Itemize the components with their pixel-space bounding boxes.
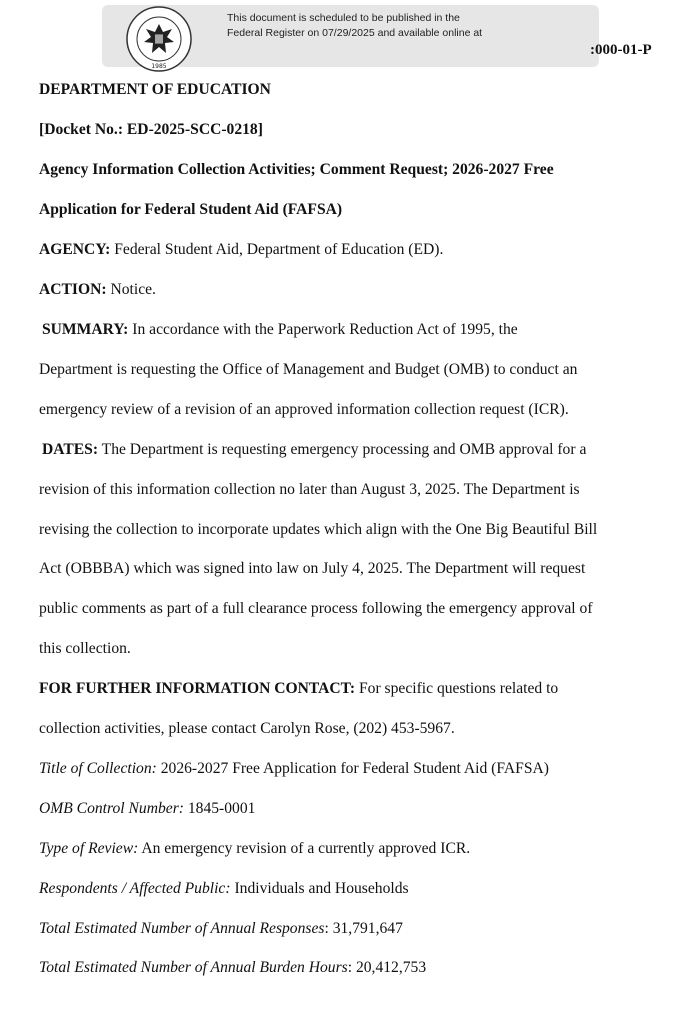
detail-value: : 20,412,753 [347,959,427,976]
contact-section [39,679,558,699]
nara-seal-logo [116,4,202,74]
detail-label: Total Estimated Number of Annual Burden Hours [39,959,348,976]
detail-value: 2026-2027 Free Application for Federal Student Aid (FAFSA) [156,760,549,777]
notice-title-line-1: Agency Information Collection Activities; Comment Request; 2026-2027 Free [39,161,554,178]
fr-doc-code: :000-01-P [590,42,652,58]
contact-label: FOR FURTHER INFORMATION CONTACT: [39,680,356,697]
banner-line-1: This document is scheduled to be published in the [227,12,460,24]
detail-label: Type of Review: [39,840,139,857]
dates-label: DATES: [42,441,99,458]
dates-text-line: The Department is requesting emergency processing and OMB approval for a [98,441,587,458]
dates-text-line: revising the collection to incorporate updates which align with the One Big Beautiful Bill [39,521,598,538]
agency-section [39,240,443,260]
action-label: ACTION: [39,281,107,298]
detail-title-of-collection [39,759,549,779]
detail-respondents [39,879,409,899]
agency-value: Federal Student Aid, Department of Education (ED). [110,241,444,258]
summary-text-line: Department is requesting the Office of Management and Budget (OMB) to conduct an [39,361,578,378]
summary-section [42,320,518,340]
summary-text-line: emergency review of a revision of an approved information collection request (ICR). [39,401,569,418]
notice-title-line-2: Application for Federal Student Aid (FAFSA) [39,201,343,218]
dates-text-line: revision of this information collection no later than August 3, 2025. The Department is [39,481,580,498]
dates-text-line: Act (OBBBA) which was signed into law on July 4, 2025. The Department will request [39,560,586,577]
detail-label: Respondents / Affected Public: [39,880,231,897]
detail-label: Total Estimated Number of Annual Responses [39,920,325,937]
detail-omb-control-number [39,799,255,819]
contact-text-line: collection activities, please contact Carolyn Rose, (202) 453-5967. [39,720,455,737]
detail-value: : 31,791,647 [324,920,403,937]
detail-value: Individuals and Households [230,880,409,897]
detail-label: Title of Collection: [39,760,157,777]
summary-label: SUMMARY: [42,321,129,338]
contact-text-line: For specific questions related to [355,680,559,697]
dates-section [42,440,586,460]
detail-label: OMB Control Number: [39,800,184,817]
dates-text-line: this collection. [39,640,131,657]
detail-type-of-review [39,839,470,859]
banner-message [227,11,482,41]
svg-text:1985: 1985 [151,63,167,70]
department-heading: DEPARTMENT OF EDUCATION [39,81,271,98]
summary-text-line: In accordance with the Paperwork Reduction Act of 1995, the [128,321,518,338]
action-value: Notice. [106,281,156,298]
detail-value: 1845-0001 [183,800,256,817]
detail-annual-responses [39,919,403,939]
agency-label: AGENCY: [39,241,111,258]
detail-value: An emergency revision of a currently approved ICR. [138,840,471,857]
banner-line-2: Federal Register on 07/29/2025 and available online at [227,27,483,39]
action-section [39,280,156,300]
docket-number: [Docket No.: ED-2025-SCC-0218] [39,121,263,138]
dates-text-line: public comments as part of a full clearance process following the emergency approval of [39,600,593,617]
detail-annual-burden-hours [39,958,426,978]
